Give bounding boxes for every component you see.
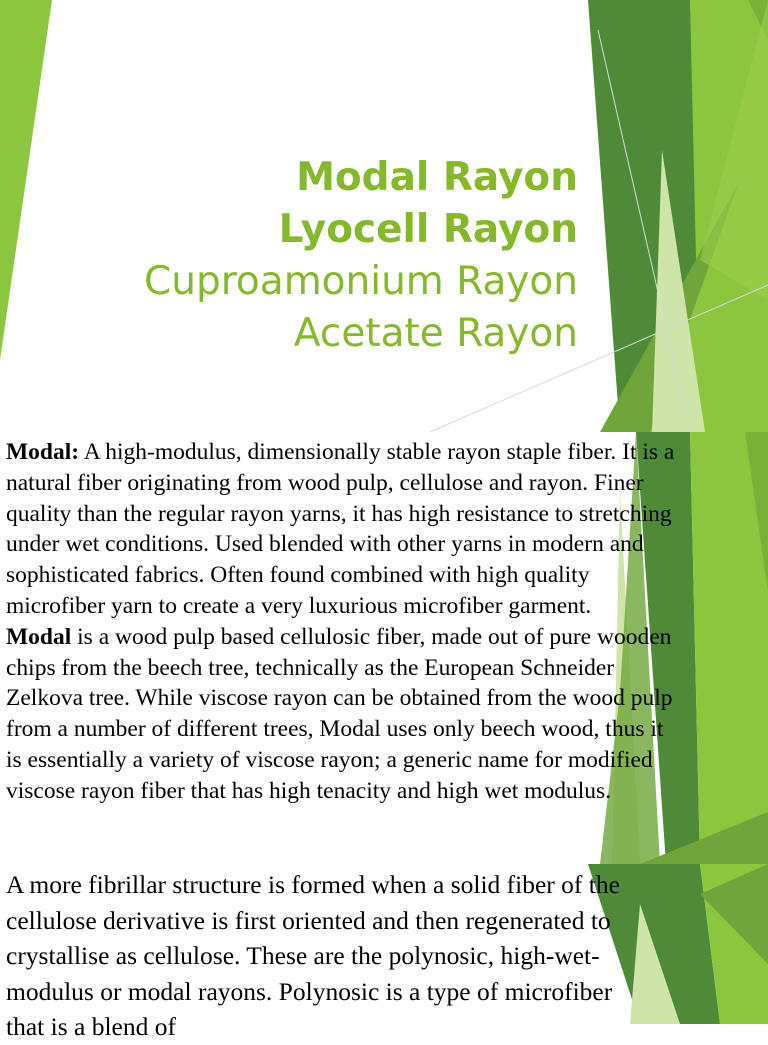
left-green-sliver xyxy=(0,0,52,360)
title-slide xyxy=(0,0,768,432)
paragraph-modal-definition xyxy=(6,437,676,622)
paragraph-fibrillar: A more fibrillar structure is formed when a solid fiber of the cellulose derivative is first oriented and then regenerated to crystallise as cellulose. These are the polynosic, high-wet-modulus or modal rayons. Polynosic is a type of microfiber that is a blend of xyxy=(6,870,620,1041)
paragraph-lead: Modal: xyxy=(6,439,80,465)
title-line-lyocell: Lyocell Rayon xyxy=(278,207,578,252)
paragraph-body: A high-modulus, dimensionally stable rayon staple fiber. It is a natural fiber originating from wood pulp, cellulose and rayon. Finer quality than the regular rayon yarns, it has high resistance to stretching under wet conditions. Used blended with other yarns in modern and sophisticated fabrics. Often found combined with high quality microfiber yarn to create a very luxurious microfiber garment. xyxy=(6,439,675,619)
paragraph-body: is a wood pulp based cellulosic fiber, made out of pure wooden chips from the beech tree, technically as the European Schneider Zelkova tree. While viscose rayon can be obtained from the wood pulp from a number of different trees, Modal uses only beech wood, thus it is essentially a variety of viscose rayon; a generic name for modified viscose rayon fiber that has high tenacity and high wet modulus. xyxy=(6,623,673,804)
title-line-acetate: Acetate Rayon xyxy=(293,311,578,356)
modal-description-slide xyxy=(0,432,768,864)
title-line-modal: Modal Rayon xyxy=(296,155,578,200)
title-line-cuproamonium: Cuproamonium Rayon xyxy=(144,259,578,304)
modal-body-text xyxy=(6,437,676,807)
fibrillar-body-text xyxy=(6,867,646,1045)
paragraph-lead: Modal xyxy=(6,623,72,650)
paragraph-modal-origin xyxy=(6,622,676,807)
slide-title xyxy=(144,152,578,360)
fibrillar-structure-slide xyxy=(0,864,768,1041)
